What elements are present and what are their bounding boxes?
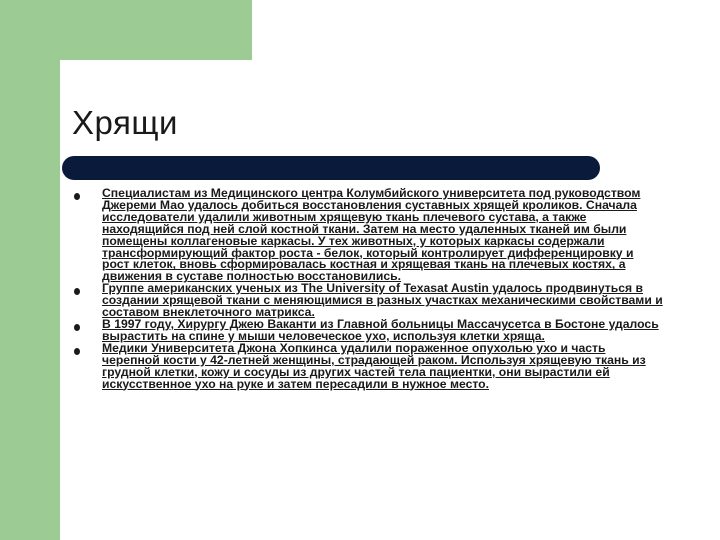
- bullet-dot-icon: [74, 324, 80, 331]
- bullet-item-2: [74, 283, 664, 319]
- decorative-green-strip: [0, 0, 60, 540]
- slide-title: Хрящи: [72, 104, 178, 141]
- bullet-list: [74, 188, 664, 390]
- bullet-item-3: [74, 316, 664, 343]
- bullet-text-1[interactable]: Специалистам из Медицинского центра Колумбийского университета под руководством Джереми Мао удалось добиться восстановления суставных хрящей кроликов. Сначала исследователи удалили животным хрящевую ткань плечевого сустава, а также находящийся под ней слой костной ткани. Затем на место удаленных тканей им были помещены коллагеновые каркасы. У тех животных, у которых каркасы содержали трансформирующий фактор роста - белок, который контролирует дифференцировку и рост клеток, вновь сформировалась костная и хрящевая ткань на плечевых костях, а движения в суставе полностью восстановились.: [102, 186, 641, 284]
- bullet-dot-icon: [74, 348, 80, 355]
- bullet-text-4[interactable]: Медики Университета Джона Хопкинса удалили пораженное опухолью ухо и часть черепной кости у 42-летней женщины, страдающей раком. Используя хрящевую ткань из грудной клетки, кожу и сосуды из других частей тела пациентки, они вырастили ей искусственное ухо на руке и затем пересадили в нужное место.: [102, 340, 646, 391]
- bullet-dot-icon: [74, 288, 80, 295]
- bullet-text-2[interactable]: Группе американских ученых из The University of Texasat Austin удалось продвинуться в создании хрящевой ткани с меняющимися в разных участках механическими свойствами и составом внеклеточного матрикса.: [102, 281, 663, 320]
- bullet-text-3[interactable]: В 1997 году, Хирургу Джею Ваканти из Главной больницы Массачусетса в Бостоне удалось вырастить на спине у мыши человеческое ухо, используя клетки хряща.: [102, 316, 659, 343]
- bullet-item-1: [74, 188, 664, 283]
- bullet-dot-icon: [74, 193, 80, 200]
- bullet-item-4: [74, 340, 664, 391]
- title-underline-bar: [62, 156, 600, 180]
